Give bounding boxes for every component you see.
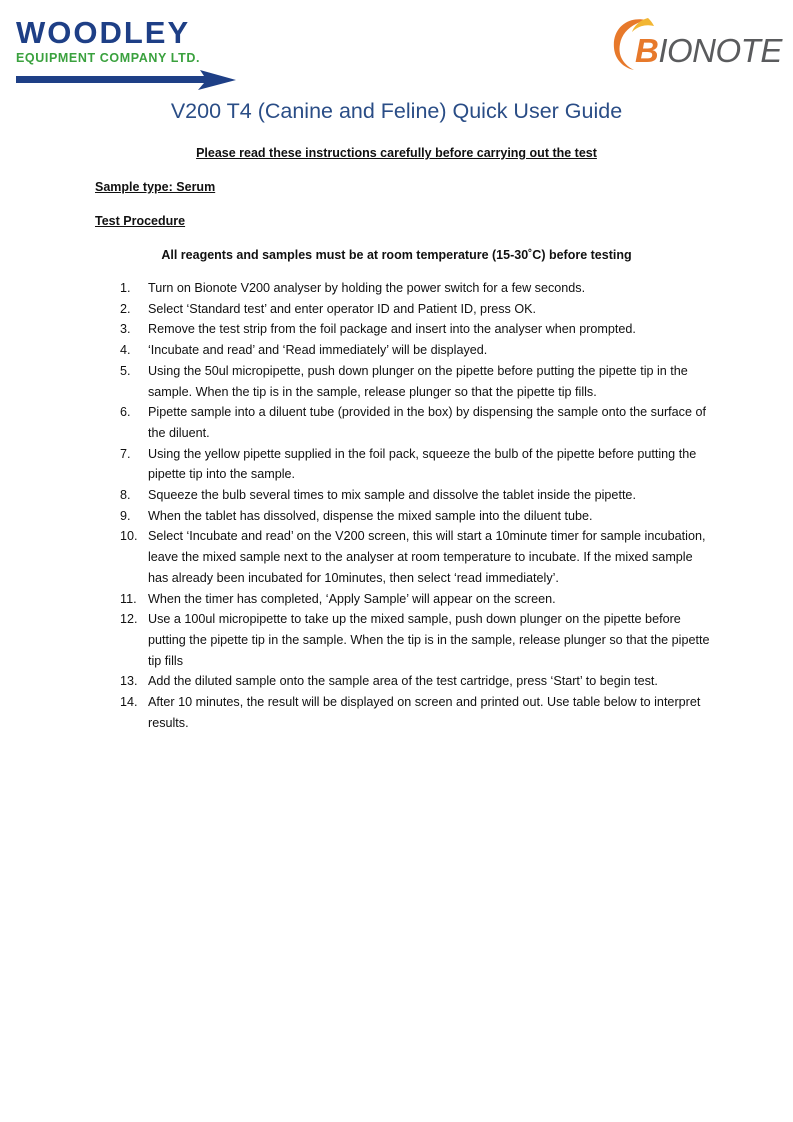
step-text: Use a 100ul micropipette to take up the mixed sample, push down plunger on the pipette before putting the pipette tip in the sample. When the tip is in the sample, release plunger so that the pipette tip fills <box>148 612 710 668</box>
step-number: 12. <box>120 612 138 627</box>
bionote-logo <box>608 14 780 74</box>
step-number: 11. <box>120 591 137 606</box>
temperature-note: All reagents and samples must be at room temperature (15-30˚C) before testing <box>161 248 632 262</box>
procedure-step <box>120 402 710 443</box>
procedure-step <box>120 319 710 340</box>
procedure-step <box>120 444 710 485</box>
step-number: 4. <box>120 343 131 358</box>
step-number: 2. <box>120 301 131 316</box>
procedure-step <box>120 361 710 402</box>
procedure-step <box>120 485 710 506</box>
sample-type: Sample type: Serum <box>95 180 216 194</box>
bionote-wordmark-rest: IONOTE <box>658 32 782 69</box>
step-text: Remove the test strip from the foil package and insert into the analyser when prompted. <box>148 322 636 337</box>
procedure-steps <box>120 278 710 733</box>
step-number: 10. <box>120 529 138 544</box>
step-number: 1. <box>120 281 131 295</box>
procedure-step <box>120 340 710 361</box>
step-text: Turn on Bionote V200 analyser by holding the power switch for a few seconds. <box>148 281 586 295</box>
procedure-step <box>120 671 710 692</box>
procedure-step <box>120 609 710 671</box>
step-number: 6. <box>120 405 131 420</box>
step-number: 9. <box>120 508 131 523</box>
step-number: 13. <box>120 674 138 689</box>
procedure-step <box>120 506 710 527</box>
woodley-logo <box>14 16 239 78</box>
procedure-step <box>120 692 710 733</box>
procedure-heading: Test Procedure <box>95 214 186 228</box>
step-text: ‘Incubate and read’ and ‘Read immediately’ will be displayed. <box>148 343 488 358</box>
procedure-step <box>120 589 710 610</box>
woodley-logo-subtitle: EQUIPMENT COMPANY LTD. <box>16 51 201 65</box>
woodley-swoosh-icon <box>14 68 236 90</box>
step-text: When the timer has completed, ‘Apply Sample’ will appear on the screen. <box>148 591 556 606</box>
step-text: Using the yellow pipette supplied in the foil pack, squeeze the bulb of the pipette before putting the pipette tip into the sample. <box>148 446 697 482</box>
instruction-warning: Please read these instructions carefully before carrying out the test <box>196 146 597 160</box>
procedure-step <box>120 299 710 320</box>
step-number: 7. <box>120 446 131 461</box>
step-text: Select ‘Standard test’ and enter operator ID and Patient ID, press OK. <box>148 301 537 316</box>
step-text: Using the 50ul micropipette, push down plunger on the pipette before putting the pipette tip in the sample. When the tip is in the sample, release plunger so that the pipette tip fills. <box>148 363 688 399</box>
page-title: V200 T4 (Canine and Feline) Quick User Guide <box>170 99 623 123</box>
step-text: Squeeze the bulb several times to mix sample and dissolve the tablet inside the pipette. <box>148 488 636 503</box>
bionote-wordmark-b: B <box>635 32 659 69</box>
woodley-logo-name: WOODLEY <box>16 15 191 50</box>
step-text: Add the diluted sample onto the sample area of the test cartridge, press ‘Start’ to begin test. <box>148 674 658 689</box>
step-number: 14. <box>120 695 138 710</box>
step-text: After 10 minutes, the result will be displayed on screen and printed out. Use table below to interpret results. <box>148 695 701 730</box>
step-text: Select ‘Incubate and read’ on the V200 screen, this will start a 10minute timer for sample incubation, leave the mixed sample next to the analyser at room temperature to incubate. If the mixed sample has already been incubated for 10minutes, then select ‘read immediately’. <box>148 529 706 585</box>
step-text: Pipette sample into a diluent tube (provided in the box) by dispensing the sample onto the surface of the diluent. <box>148 405 706 440</box>
step-text: When the tablet has dissolved, dispense the mixed sample into the diluent tube. <box>148 508 593 523</box>
step-number: 3. <box>120 322 131 337</box>
procedure-step <box>120 278 710 299</box>
step-number: 5. <box>120 363 131 378</box>
step-number: 8. <box>120 488 131 503</box>
bionote-wordmark <box>635 33 782 69</box>
procedure-step <box>120 526 710 588</box>
